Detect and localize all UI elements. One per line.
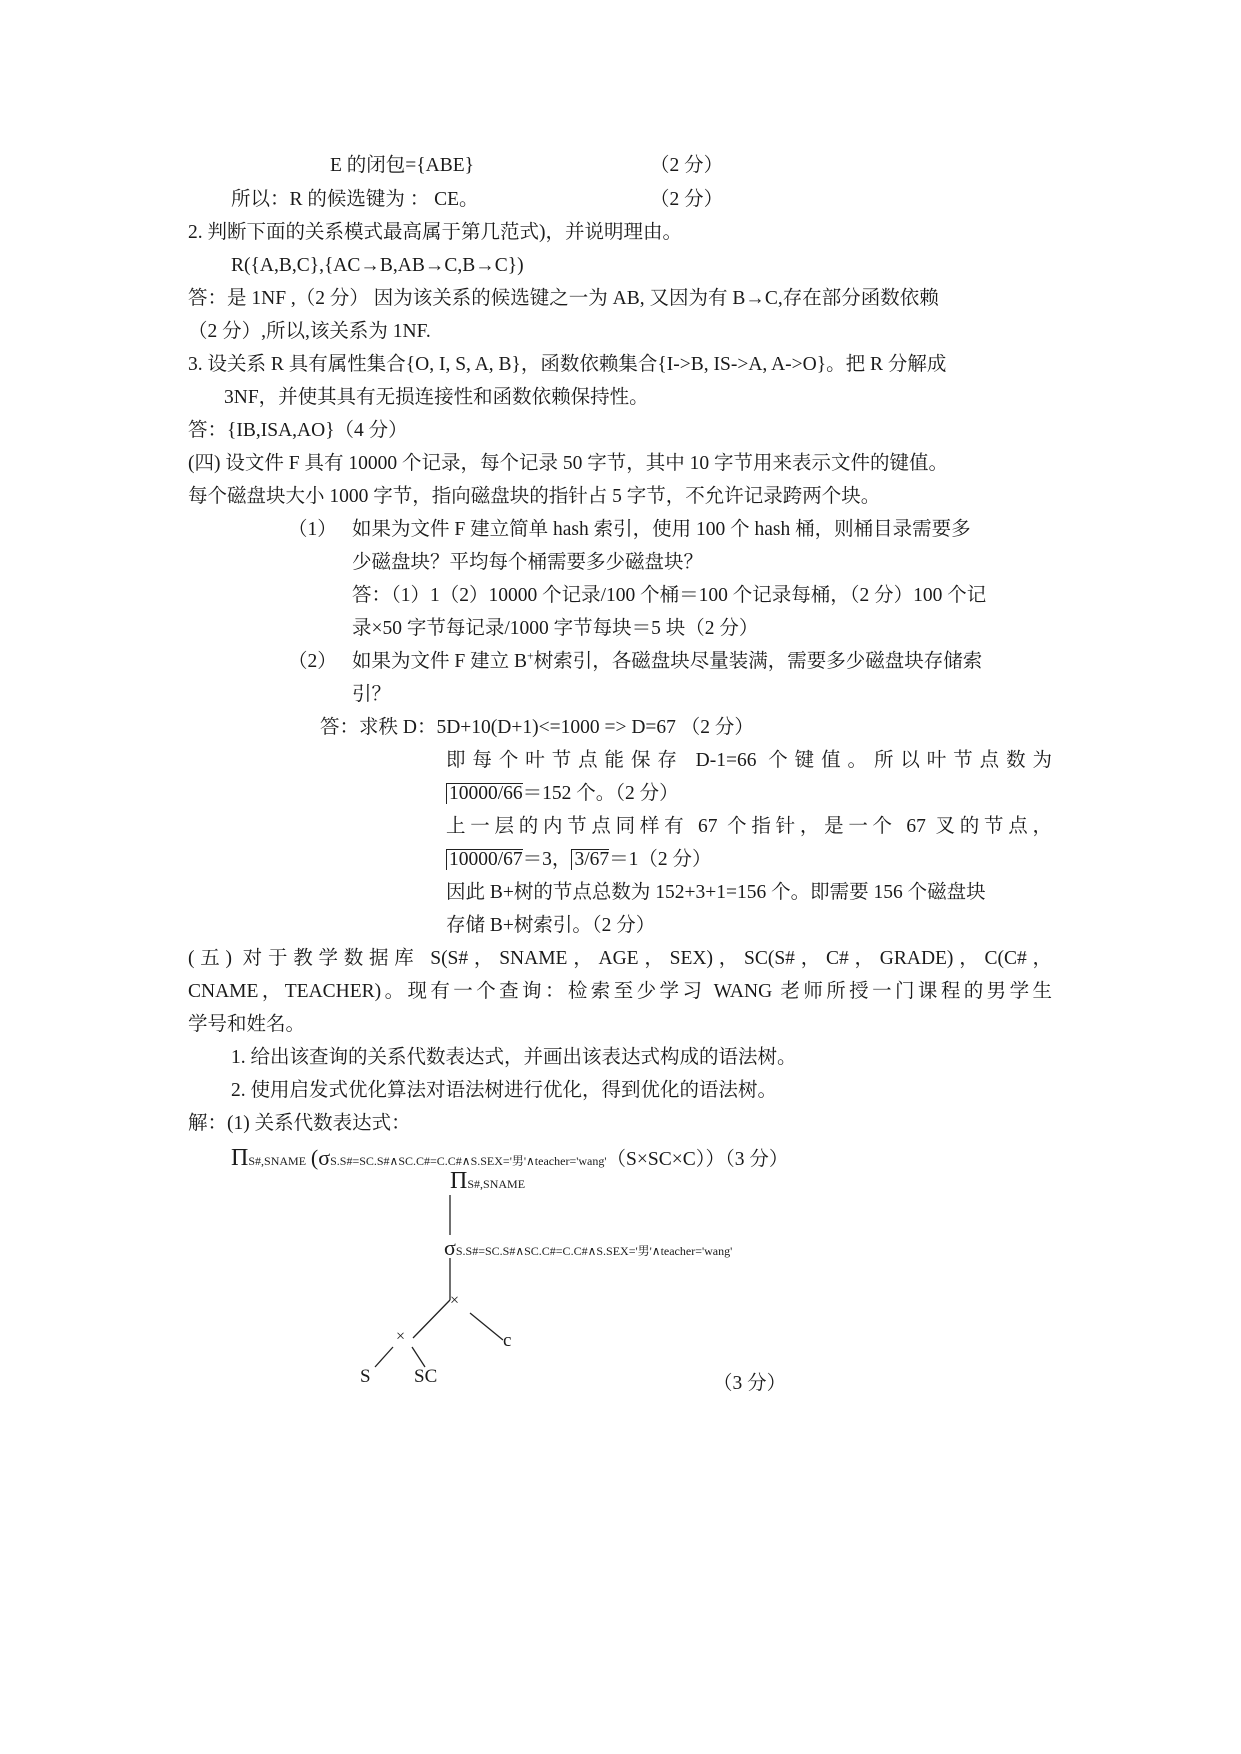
closure-score: （2 分）	[650, 155, 724, 176]
s4-p2-number: （2）	[288, 651, 337, 672]
tree-cross-node-lower: ×	[396, 1328, 406, 1345]
q2-title: 2. 判断下面的关系模式最高属于第几范式)，并说明理由。	[188, 222, 682, 243]
s5-item2: 2. 使用启发式优化算法对语法树进行优化，得到优化的语法树。	[231, 1080, 778, 1101]
q3-answer: 答：{IB,ISA,AO}（4 分）	[188, 420, 408, 441]
s4-inner-line2: 10000/67＝3， 3/67＝1（2 分）	[446, 848, 712, 872]
s5-solution-label: 解：(1) 关系代数表达式：	[188, 1113, 411, 1134]
s4-p1-answer-line2: 录×50 字节每记录/1000 字节每块＝5 块（2 分）	[352, 618, 759, 639]
s4-leaf-line2: 10000/66＝152 个。（2 分）	[446, 782, 679, 806]
ceil-3-67: 3/67	[571, 849, 609, 870]
tree-score: （3 分）	[713, 1373, 787, 1394]
s5-item1: 1. 给出该查询的关系代数表达式，并画出该表达式构成的语法树。	[231, 1047, 797, 1068]
s4-p1-line2: 少磁盘块？平均每个桶需要多少磁盘块？	[352, 552, 704, 573]
s4-leaf-line1: 即每个叶节点能保存 D-1=66 个键值。所以叶节点数为	[446, 750, 1052, 771]
candidate-key-line: 所以：R 的候选键为 ： CE。	[231, 189, 479, 210]
s5-line1: (五) 对于教学数据库 S(S#，SNAME，AGE，SEX)，SC(S#，C#，GRADE)，C(C#，	[188, 948, 1052, 969]
tree-leaf-sc: SC	[414, 1366, 438, 1387]
s4-rank-header: 答：求秩 D：5D+10(D+1)<=1000 => D=67 （2 分）	[320, 717, 754, 738]
s4-line2: 每个磁盘块大小 1000 字节，指向磁盘块的指针占 5 字节，不允许记录跨两个块。	[188, 486, 881, 507]
q3-line2: 3NF，并使其具有无损连接性和函数依赖保持性。	[224, 387, 649, 408]
s4-p1-line1: 如果为文件 F 建立简单 hash 索引，使用 100 个 hash 桶，则桶目录需要多	[352, 519, 971, 540]
s4-p2-line1: 如果为文件 F 建立 B+树索引，各磁盘块尽量装满，需要多少磁盘块存储索	[352, 648, 983, 672]
q2-relation: R({A,B,C},{AC→B,AB→C,B→C})	[231, 255, 524, 276]
s4-p1-answer-line1: 答：（1）1（2）10000 个记录/100 个桶＝100 个记录每桶，（2 分）100 个记	[352, 585, 987, 606]
ceil-10000-67: 10000/67	[446, 849, 523, 870]
s4-total-line2: 存储 B+树索引。（2 分）	[446, 915, 656, 936]
closure-line: E 的闭包={ABE}	[330, 155, 475, 176]
tree-root-projection: ΠS#,SNAME	[450, 1168, 526, 1194]
s5-line2: CNAME，TEACHER)。现有一个查询：检索至少学习 WANG 老师所授一门课程的男学生	[188, 981, 1052, 1002]
tree-leaf-c: c	[503, 1330, 512, 1351]
relational-algebra-expression: ΠS#,SNAME (σS.S#=SC.S#∧SC.C#=C.C#∧S.SEX='男'∧teacher='wang'（S×SC×C））（3 分）	[231, 1145, 789, 1171]
s4-p2-line2: 引？	[352, 684, 392, 705]
s4-total-line1: 因此 B+树的节点总数为 152+3+1=156 个。即需要 156 个磁盘块	[446, 882, 986, 903]
s5-line3: 学号和姓名。	[188, 1014, 306, 1035]
s4-p1-number: （1）	[288, 519, 337, 540]
tree-leaf-s: S	[360, 1366, 371, 1387]
q3-line1: 3. 设关系 R 具有属性集合{O, I, S, A, B}，函数依赖集合{I->B, IS->A, A->O}。把 R 分解成	[188, 354, 947, 375]
candidate-key-score: （2 分）	[650, 189, 724, 210]
q2-answer-line2: （2 分）,所以,该关系为 1NF.	[188, 321, 431, 342]
tree-cross-node-upper: ×	[450, 1292, 460, 1309]
tree-selection-node: σS.S#=SC.S#∧SC.C#=C.C#∧S.SEX='男'∧teacher='wang'	[444, 1235, 733, 1260]
ceil-10000-66: 10000/66	[446, 783, 523, 804]
s4-line1: (四) 设文件 F 具有 10000 个记录，每个记录 50 字节，其中 10 字节用来表示文件的键值。	[188, 453, 948, 474]
s4-inner-line1: 上一层的内节点同样有 67 个指针，是一个 67 叉的节点，	[446, 816, 1052, 837]
q2-answer-line1: 答：是 1NF ,（2 分） 因为该关系的候选键之一为 AB, 又因为有 B→C,存在部分函数依赖	[188, 288, 939, 309]
